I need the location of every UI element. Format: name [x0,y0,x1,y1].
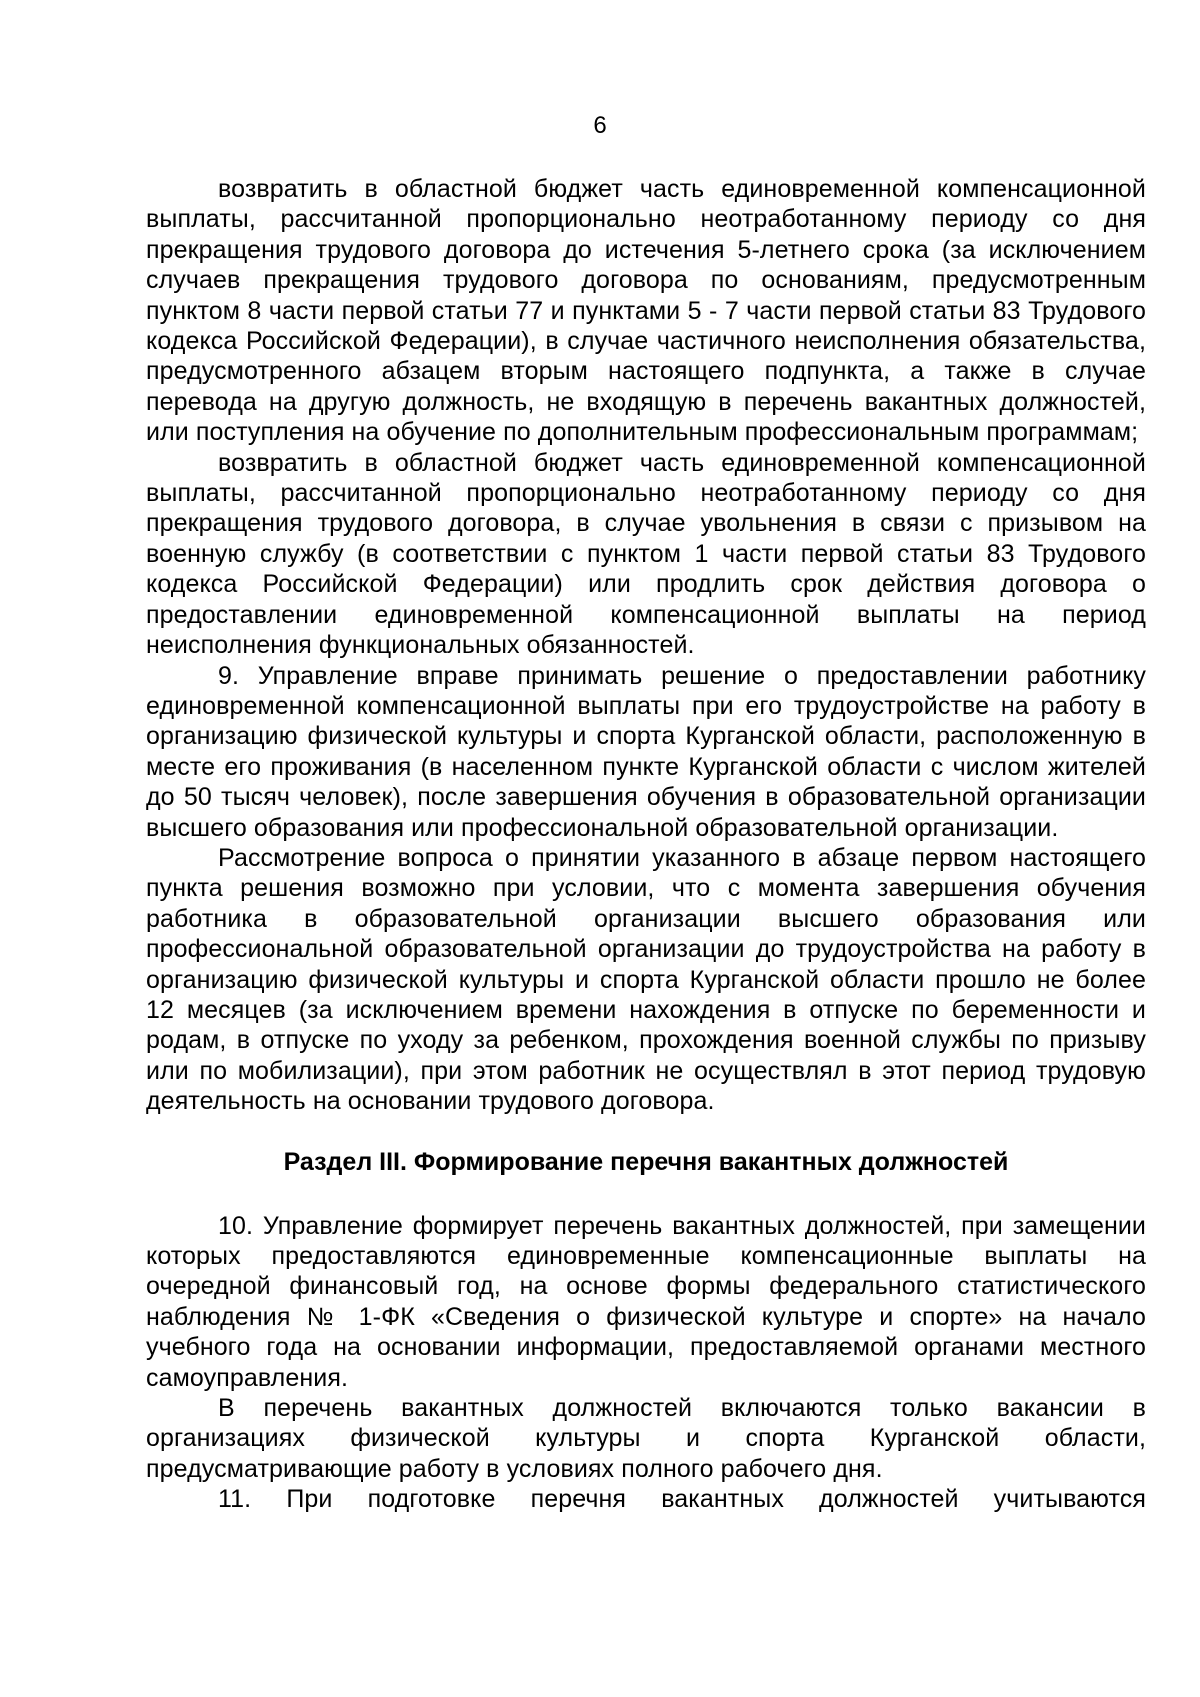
paragraph-item-11: 11. При подготовке перечня вакантных должностей учитываются [218,1485,1146,1514]
page-number: 6 [593,112,607,139]
document-body [146,174,1146,1515]
paragraph-item-10: 10. Управление формирует перечень вакантных должностей, при замещении которых предоставляются единовременные компенсационные выплаты на очередной финансовый год, на основе формы федерального статистического наблюдения № 1-ФК «Сведения о физической культуре и спорте» на начало учебного года на основании информации, предоставляемой органами местного самоуправления. [146,1211,1146,1392]
paragraph-item-9: 9. Управление вправе принимать решение о предоставлении работнику единовременной компенсационной выплаты при его трудоустройстве на работу в организацию физической культуры и спорта Курганской области, расположенную в месте его проживания (в населенном пункте Курганской области с числом жителей до 50 тысяч человек), после завершения обучения в образовательной организации высшего образования или профессиональной образовательной организации. [146,661,1146,842]
paragraph-return-funds-military: возвратить в областной бюджет часть единовременной компенсационной выплаты, рассчитанной пропорционально неотработанному периоду со дня прекращения трудового договора, в случае увольнения в связи с призывом на военную службу (в соответствии с пунктом 1 части первой статьи 83 Трудового кодекса Российской Федерации) или продлить срок действия договора о предоставлении единовременной компенсационной выплаты на период неисполнения функциональных обязанностей. [146,448,1146,660]
paragraph-item-9-condition: Рассмотрение вопроса о принятии указанного в абзаце первом настоящего пункта решения возможно при условии, что с момента завершения обучения работника в образовательной организации высшего образования или профессиональной образовательной организации до трудоустройства на работу в организацию физической культуры и спорта Курганской области прошло не более 12 месяцев (за исключением времени нахождения в отпуске по беременности и родам, в отпуске по уходу за ребенком, прохождения военной службы по призыву или по мобилизации), при этом работник не осуществлял в этот период трудовую деятельность на основании трудового договора. [146,843,1146,1116]
paragraph-vacancy-list-scope: В перечень вакантных должностей включаются только вакансии в организациях физической культуры и спорта Курганской области, предусматривающие работу в условиях полного рабочего дня. [146,1394,1146,1483]
paragraph-return-funds-partial: возвратить в областной бюджет часть единовременной компенсационной выплаты, рассчитанной пропорционально неотработанному периоду со дня прекращения трудового договора до истечения 5-летнего срока (за исключением случаев прекращения трудового договора по основаниям, предусмотренным пунктом 8 части первой статьи 77 и пунктами 5 - 7 части первой статьи 83 Трудового кодекса Российской Федерации), в случае частичного неисполнения обязательства, предусмотренного абзацем вторым настоящего подпункта, а также в случае перевода на другую должность, не входящую в перечень вакантных должностей, или поступления на обучение по дополнительным профессиональным программам; [146,175,1146,447]
section-title: Раздел III. Формирование перечня вакантных должностей [283,1147,1009,1176]
